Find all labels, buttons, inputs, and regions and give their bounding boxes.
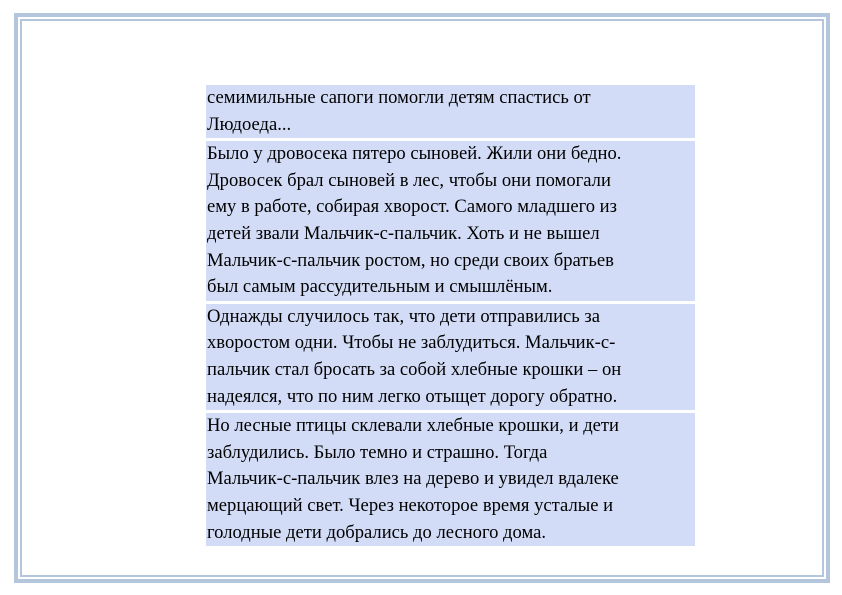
story-text-block (206, 85, 695, 546)
story-paragraph-3: Однажды случилось так, что дети отправились за хворостом одни. Чтобы не заблудиться. Мальчик-с- пальчик стал бросать за собой хлебные крошки – он надеялся, что по ним легко отыщет дорогу обратно. (206, 304, 695, 410)
story-paragraph-2: Было у дровосека пятеро сыновей. Жили они бедно. Дровосек брал сыновей в лес, чтобы они помогали ему в работе, собирая хворост. Самого младшего из детей звали Мальчик-с-пальчик. Хоть и не вышел Мальчик-с-пальчик ростом, но среди своих братьев был самым рассудительным и смышлёным. (206, 141, 695, 301)
story-paragraph-4: Но лесные птицы склевали хлебные крошки, и дети заблудились. Было темно и страшно. Тогда Мальчик-с-пальчик влез на дерево и увидел вдалеке мерцающий свет. Через некоторое время усталые и голодные дети добрались до лесного дома. (206, 413, 695, 546)
story-paragraph-1: семимильные сапоги помогли детям спастись от Людоеда... (206, 85, 695, 138)
